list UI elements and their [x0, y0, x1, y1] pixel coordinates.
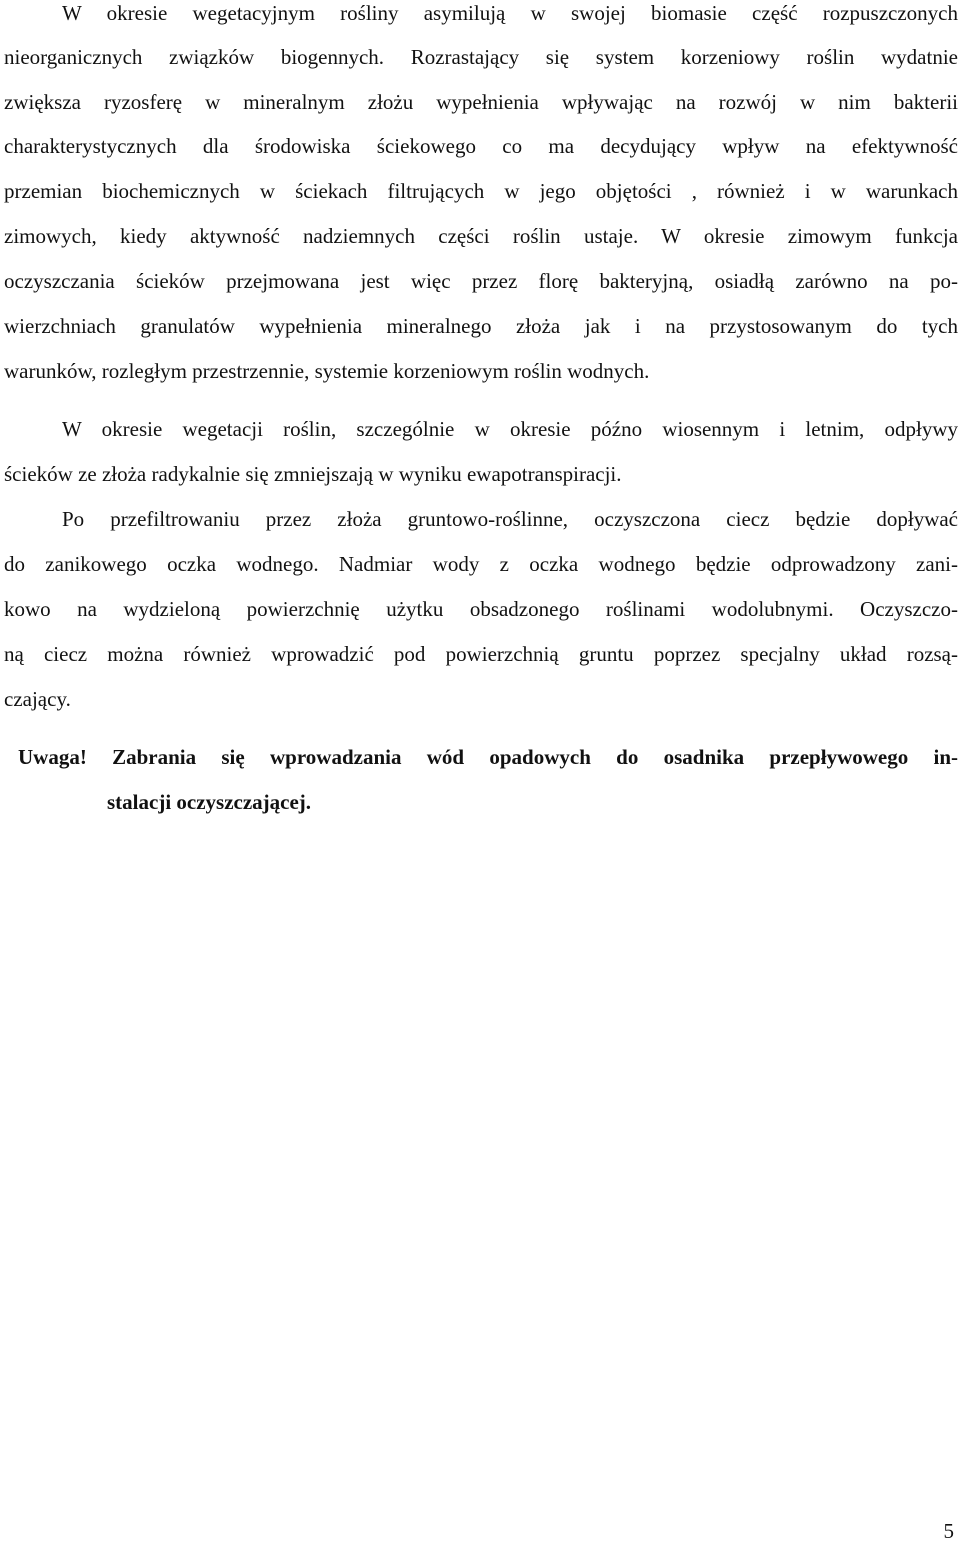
text-line: Po przefiltrowaniu przez złoża gruntowo-roślinne, oczyszczona ciecz będzie dopływać	[62, 507, 958, 531]
text-line: ścieków ze złoża radykalnie się zmniejszają w wyniku ewapotranspiracji.	[4, 462, 622, 486]
text-line: zimowych, kiedy aktywność nadziemnych części roślin ustaje. W okresie zimowym funkcja	[4, 224, 958, 248]
page-number: 5	[943, 1519, 954, 1543]
text-line: oczyszczania ścieków przejmowana jest więc przez florę bakteryjną, osiadłą zarówno na po-	[4, 269, 958, 293]
text-line: W okresie wegetacji roślin, szczególnie w okresie późno wiosennym i letnim, odpływy	[62, 417, 958, 441]
text-line: przemian biochemicznych w ściekach filtrujących w jego objętości , również i w warunkach	[4, 179, 958, 203]
text-line: W okresie wegetacyjnym rośliny asymilują w swojej biomasie część rozpuszczonych	[62, 1, 958, 25]
text-line: wierzchniach granulatów wypełnienia mineralnego złoża jak i na przystosowanym do tych	[4, 314, 958, 338]
text-line: charakterystycznych dla środowiska ściekowego co ma decydujący wpływ na efektywność	[4, 134, 958, 158]
warning-line: stalacji oczyszczającej.	[107, 790, 312, 814]
text-line: do zanikowego oczka wodnego. Nadmiar wody z oczka wodnego będzie odprowadzony zani-	[4, 552, 958, 576]
text-line: kowo na wydzieloną powierzchnię użytku obsadzonego roślinami wodolubnymi. Oczyszczo-	[4, 597, 958, 621]
text-line: zwiększa ryzosferę w mineralnym złożu wypełnienia wpływając na rozwój w nim bakterii	[4, 90, 958, 114]
text-line: czający.	[4, 687, 71, 711]
text-line: warunków, rozległym przestrzennie, systemie korzeniowym roślin wodnych.	[4, 359, 650, 383]
text-line: nieorganicznych związków biogennych. Rozrastający się system korzeniowy roślin wydatnie	[4, 45, 958, 69]
text-line: ną ciecz można również wprowadzić pod powierzchnią gruntu poprzez specjalny układ rozsą-	[4, 642, 958, 666]
warning-line: Uwaga! Zabrania się wprowadzania wód opadowych do osadnika przepływowego in-	[18, 745, 958, 769]
